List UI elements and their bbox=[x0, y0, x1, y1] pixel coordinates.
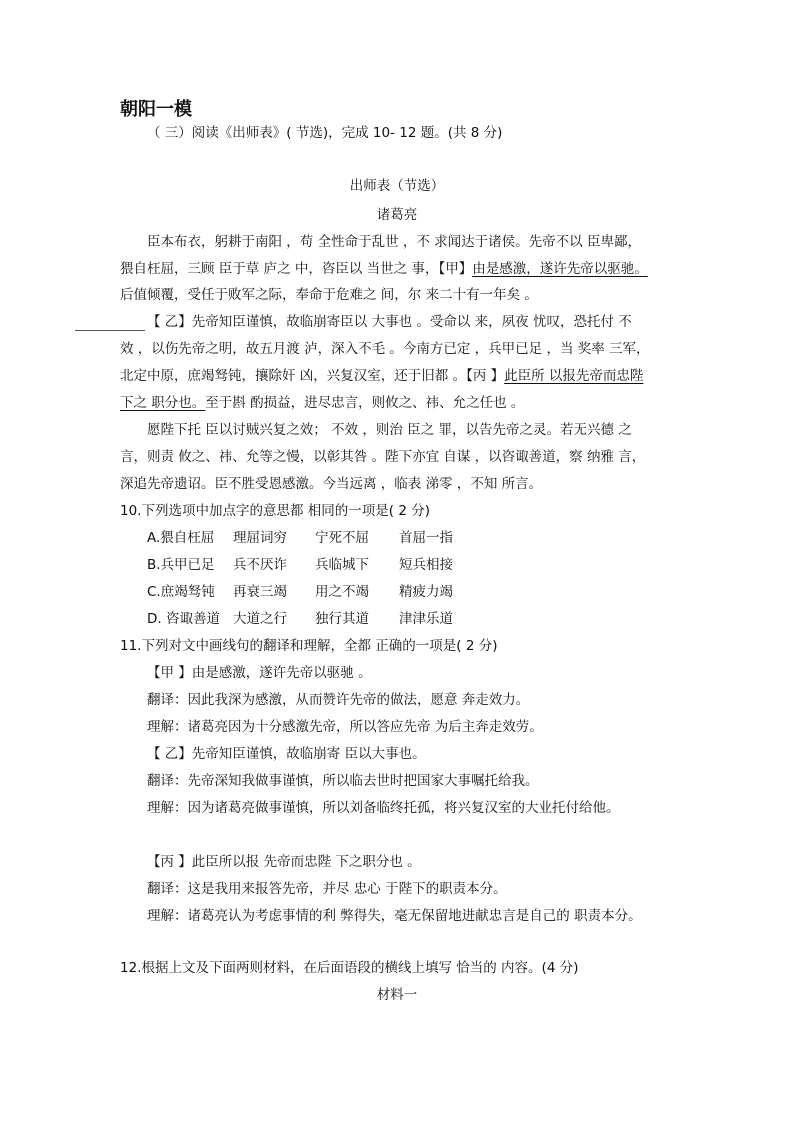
option-text: 独行其道 bbox=[315, 611, 369, 627]
page-title: 朝阳一模 bbox=[120, 99, 192, 120]
p3-line1: 愿陛下托 臣以讨贼兴复之效； 不效 ，则治 臣之 罪，以告先帝之灵。若无兴德 之 bbox=[147, 422, 632, 438]
underlined-sentence-bing-a: 此臣所 以报先帝而忠陛 bbox=[504, 368, 644, 384]
option-text: C.庶竭驽钝 bbox=[147, 584, 215, 600]
option-text: 短兵相接 bbox=[399, 557, 453, 573]
option-text: 津津乐道 bbox=[399, 611, 453, 627]
material-one-heading: 材料一 bbox=[376, 987, 418, 1003]
passage-author: 诸葛亮 bbox=[376, 207, 418, 223]
q11-yi-translation: 翻译：先帝深知我做事谨慎，所以临去世时把国家大事嘱托给我。 bbox=[147, 773, 539, 789]
p2-line2: 效 ，以伤先帝之明，故五月渡 泸，深入不毛 。今南方已定 ，兵甲已足 ，当 奖率 三军， bbox=[120, 341, 650, 357]
option-text: 用之不竭 bbox=[315, 584, 369, 600]
p1-line3: 后值倾覆，受任于败军之际，奉命于危难之 间，尔 来二十有一年矣 。 bbox=[120, 287, 538, 303]
q11-jia-translation: 翻译：因此我深为感激，从而赞许先帝的做法，愿意 奔走效力。 bbox=[147, 692, 530, 708]
passage-title: 出师表（节选） bbox=[349, 178, 445, 194]
p1-line2-text: 猥自枉屈，三顾 臣于草 庐之 中，咨臣以 当世之 事，【甲】 bbox=[120, 261, 473, 277]
option-text: 精疲力竭 bbox=[399, 584, 453, 600]
separator-line bbox=[75, 330, 145, 331]
p2-line4-text: 至于斟 酌损益，进尽忠言，则攸之、祎、允之任也 。 bbox=[205, 395, 525, 411]
option-text: 兵临城下 bbox=[315, 557, 369, 573]
p2-line1: 【 乙】先帝知臣谨慎，故临崩寄臣以 大事也 。受命以 来，夙夜 忧叹，恐托付 不 bbox=[147, 314, 632, 330]
q11-jia-sentence: 【甲 】由是感激，遂许先帝以驱驰 。 bbox=[147, 665, 372, 681]
p3-line2: 言，则责 攸之、祎、允等之慢，以彰其咎 。陛下亦宜 自谋 ，以咨诹善道，察 纳雅 言， bbox=[120, 449, 646, 465]
q11-bing-sentence: 【丙 】此臣所以报 先帝而忠陛 下之职分也 。 bbox=[147, 854, 421, 870]
q11-stem: 11.下列对文中画线句的翻译和理解，全都 正确的一项是( 2 分) bbox=[120, 638, 498, 654]
p2-line3 bbox=[120, 366, 643, 386]
p2-line4 bbox=[120, 393, 524, 413]
underlined-sentence-jia: 由是感激，遂许先帝以驱驰。 bbox=[472, 261, 648, 277]
option-text: 理屈词穷 bbox=[233, 530, 287, 546]
q11-bing-translation: 翻译：这是我用来报答先帝，并尽 忠心 于陛下的职责本分。 bbox=[147, 881, 507, 897]
option-text: D. 咨诹善道 bbox=[147, 611, 220, 627]
option-text: 大道之行 bbox=[233, 611, 287, 627]
q12-stem: 12.根据上文及下面两则材料，在后面语段的横线上填写 恰当的 内容。(4 分) bbox=[120, 960, 579, 976]
q10-stem: 10.下列选项中加点字的意思都 相同的一项是( 2 分) bbox=[120, 503, 430, 519]
option-text: A.猥自枉屈 bbox=[147, 530, 215, 546]
q11-jia-understanding: 理解：诸葛亮因为十分感激先帝，所以答应先帝 为后主奔走效劳。 bbox=[147, 719, 543, 735]
p1-line2 bbox=[120, 259, 648, 279]
q11-yi-understanding: 理解：因为诸葛亮做事谨慎，所以刘备临终托孤，将兴复汉室的大业托付给他。 bbox=[147, 800, 620, 816]
p1-line1: 臣本布衣，躬耕于南阳 ，苟 全性命于乱世 ，不 求闻达于诸侯。先帝不以 臣卑鄙， bbox=[147, 234, 641, 250]
q11-bing-understanding: 理解：诸葛亮认为考虑事情的利 弊得失，毫无保留地进献忠言是自己的 职责本分。 bbox=[147, 908, 642, 924]
option-text: 兵不厌诈 bbox=[233, 557, 287, 573]
underlined-sentence-bing-b: 下之 职分也。 bbox=[120, 395, 206, 411]
option-text: B.兵甲已足 bbox=[147, 557, 215, 573]
p2-line3-text: 北定中原，庶竭驽钝，攘除奸 凶，兴复汉室，还于旧都 。【丙 】 bbox=[120, 368, 505, 384]
q11-yi-sentence: 【 乙】先帝知臣谨慎，故临崩寄 臣以大事也。 bbox=[147, 746, 426, 762]
option-text: 再衰三竭 bbox=[233, 584, 287, 600]
option-text: 宁死不屈 bbox=[315, 530, 369, 546]
reading-intro: （ 三）阅读《出师表》( 节选)，完成 10- 12 题。(共 8 分) bbox=[147, 125, 503, 141]
option-text: 首屈一指 bbox=[399, 530, 453, 546]
p3-line3: 深追先帝遗诏。臣不胜受恩感激。今当远离 ，临表 涕零 ，不知 所言。 bbox=[120, 476, 543, 492]
